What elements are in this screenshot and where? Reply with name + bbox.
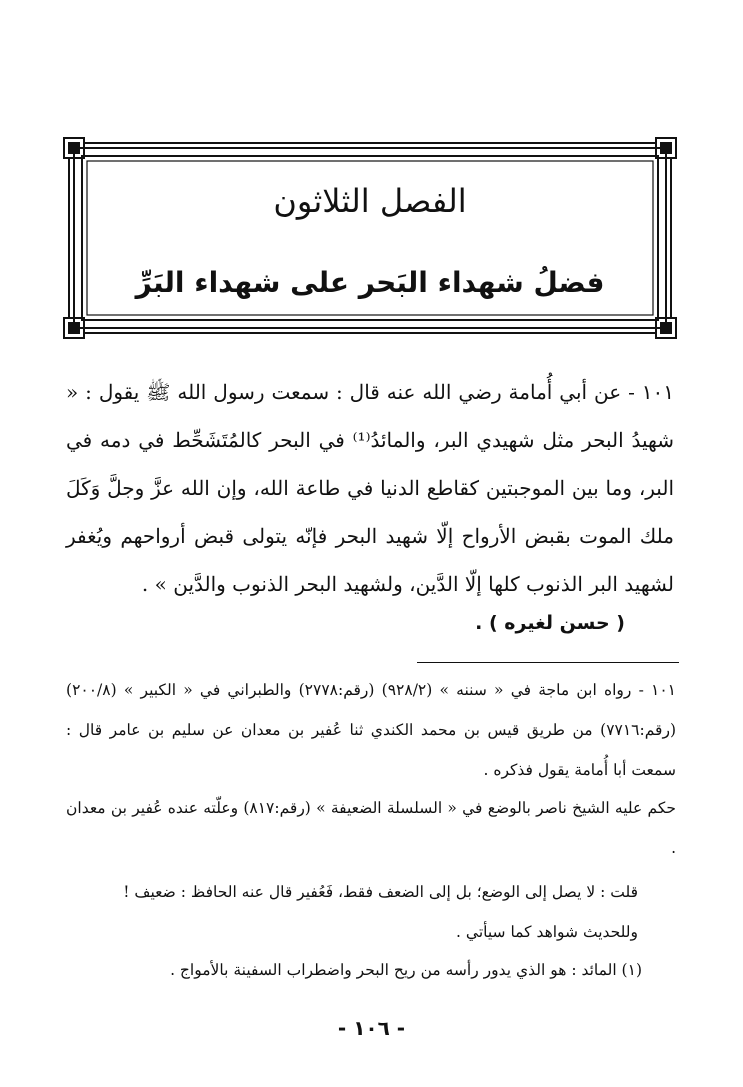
footnote-gloss: (١) المائد : هو الذي يدور رأسه من ريح البحر واضطراب السفينة بالأمواج . [170,961,642,979]
ornamental-border-icon [60,134,680,342]
footnote-ruling: حكم عليه الشيخ ناصر بالوضع في « السلسلة الضعيفة » (رقم:٨١٧) وعلّته عنده عُفير بن معدان . [66,799,676,857]
hadith-paragraph: ١٠١ - عن أبي أُمامة رضي الله عنه قال : سمعت رسول الله ﷺ يقول : « شهيدُ البحر مثل شهيدي البر، والمائدُ⁽¹⁾ في البحر كالمُتَشَحِّط في دمه في البر، وما بين الموجبتين كقاطع الدنيا في طاعة الله، وإن الله عزَّ وجلَّ وَكَلَ ملك الموت بقبض الأرواح إلّا شهيد البحر فإنّه يتولى قبض أرواحهم ويُغفر لشهيد البر الذنوب كلها إلّا الدَّين، ولشهيد البحر الذنوب والدَّين » . [66,380,674,596]
chapter-header-frame [60,134,680,342]
chapter-subtitle: فضلُ شهداء البَحر على شهداء البَرِّ [135,266,605,299]
footnote-comment-line-1: قلت : لا يصل إلى الوضع؛ بل إلى الضعف فقط، فَعُفير قال عنه الحافظ : ضعيف ! [123,883,638,901]
footnote-comment-line-2: وللحديث شواهد كما سيأتي . [456,923,638,941]
footnote-comment [66,872,676,952]
hadith-grade: ( حسن لغيره ) . [475,612,625,634]
page-number: - ١٠٦ - [337,1016,406,1040]
chapter-title: الفصل الثلاثون [273,182,467,220]
hadith-text [66,368,674,608]
footnote-divider [417,662,679,663]
footnote-takhrij: ١٠١ - رواه ابن ماجة في « سننه » (٩٢٨/٢) (رقم:٢٧٧٨) والطبراني في « الكبير » (٢٠٠/٨) (رقم:٧٧١٦) من طريق قيس بن محمد الكندي ثنا عُفير بن معدان عن سليم بن عامر قال : سمعت أبا أُمامة يقول فذكره . [66,681,676,779]
